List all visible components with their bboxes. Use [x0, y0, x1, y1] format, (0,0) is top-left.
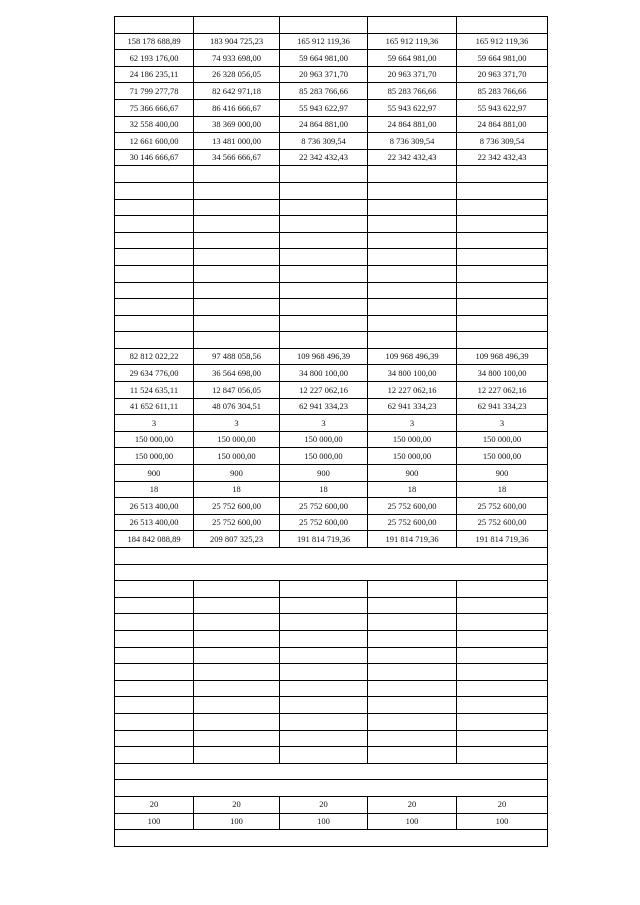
table-cell-col5: [457, 581, 548, 598]
table-cell-col5: 25 752 600,00: [457, 498, 548, 515]
table-cell-col2: 25 752 600,00: [194, 498, 280, 515]
table-cell-col4: 62 941 334,23: [368, 398, 457, 415]
table-cell-col1: [115, 182, 194, 199]
table-cell-col1: 11 524 635,11: [115, 382, 194, 399]
table-row: [115, 299, 548, 316]
table-cell-col3: [280, 216, 368, 233]
table-cell-col3: 165 912 119,36: [280, 33, 368, 50]
table-cell-col1: [115, 630, 194, 647]
table-cell-col3: [280, 680, 368, 697]
table-cell-col5: 900: [457, 465, 548, 482]
table-cell-col5: 20: [457, 796, 548, 813]
table-row: [115, 66, 548, 83]
table-cell-col3: 85 283 766,66: [280, 83, 368, 100]
table-cell-col2: 82 642 971,18: [194, 83, 280, 100]
table-cell-col2: [194, 315, 280, 332]
table-row-merged: [115, 830, 548, 847]
table-cell-col2: [194, 199, 280, 216]
table-cell-col3: [280, 299, 368, 316]
table-cell-col4: [368, 332, 457, 349]
table-cell-col3: [280, 166, 368, 183]
table-cell-col2: 48 076 304,51: [194, 398, 280, 415]
table-cell-col3: [280, 199, 368, 216]
table-cell-col2: [194, 647, 280, 664]
table-cell-col5: 24 864 881,00: [457, 116, 548, 133]
table-cell-col2: [194, 232, 280, 249]
merged-cell: [115, 763, 548, 780]
table-row: [115, 133, 548, 150]
table-cell-col4: [368, 713, 457, 730]
table-cell-col3: 20: [280, 796, 368, 813]
table-cell-col5: [457, 166, 548, 183]
table-cell-col1: [115, 166, 194, 183]
table-cell-col2: 13 481 000,00: [194, 133, 280, 150]
table-cell-col3: [280, 630, 368, 647]
table-cell-col4: 109 968 496,39: [368, 348, 457, 365]
table-cell-col2: [194, 17, 280, 34]
table-cell-col4: [368, 182, 457, 199]
table-cell-col5: [457, 630, 548, 647]
table-row: [115, 398, 548, 415]
table-cell-col5: [457, 299, 548, 316]
table-cell-col5: 191 814 719,36: [457, 531, 548, 548]
table-cell-col5: [457, 249, 548, 266]
table-cell-col4: 150 000,00: [368, 431, 457, 448]
data-table: [114, 16, 548, 847]
table-cell-col1: [115, 282, 194, 299]
table-cell-col2: [194, 332, 280, 349]
table-cell-col2: 900: [194, 465, 280, 482]
table-cell-col4: 25 752 600,00: [368, 514, 457, 531]
table-cell-col4: 165 912 119,36: [368, 33, 457, 50]
table-cell-col2: [194, 747, 280, 764]
table-row: [115, 796, 548, 813]
table-cell-col3: [280, 614, 368, 631]
table-cell-col5: [457, 713, 548, 730]
table-cell-col3: 25 752 600,00: [280, 514, 368, 531]
table-cell-col4: [368, 647, 457, 664]
table-row: [115, 182, 548, 199]
table-cell-col3: 109 968 496,39: [280, 348, 368, 365]
table-cell-col3: 191 814 719,36: [280, 531, 368, 548]
table-row: [115, 415, 548, 432]
table-cell-col2: 150 000,00: [194, 448, 280, 465]
table-row: [115, 481, 548, 498]
table-cell-col4: [368, 249, 457, 266]
table-cell-col3: 20 963 371,70: [280, 66, 368, 83]
table-cell-col5: 12 227 062,16: [457, 382, 548, 399]
table-cell-col2: 18: [194, 481, 280, 498]
table-cell-col2: [194, 697, 280, 714]
table-cell-col3: 62 941 334,23: [280, 398, 368, 415]
table-cell-col2: 38 369 000,00: [194, 116, 280, 133]
table-cell-col1: [115, 713, 194, 730]
table-cell-col4: [368, 315, 457, 332]
table-cell-col3: 25 752 600,00: [280, 498, 368, 515]
table-cell-col5: 150 000,00: [457, 448, 548, 465]
table-cell-col4: 22 342 432,43: [368, 149, 457, 166]
table-cell-col2: [194, 216, 280, 233]
table-cell-col5: 150 000,00: [457, 431, 548, 448]
table-row: [115, 382, 548, 399]
table-cell-col2: [194, 680, 280, 697]
table-cell-col3: [280, 647, 368, 664]
table-cell-col2: 86 416 666,67: [194, 99, 280, 116]
table-cell-col1: 82 812 022,22: [115, 348, 194, 365]
table-cell-col1: 3: [115, 415, 194, 432]
table-cell-col3: 900: [280, 465, 368, 482]
table-cell-col3: 24 864 881,00: [280, 116, 368, 133]
table-cell-col2: [194, 249, 280, 266]
table-cell-col4: [368, 17, 457, 34]
table-row: [115, 747, 548, 764]
table-cell-col5: [457, 730, 548, 747]
table-cell-col3: [280, 597, 368, 614]
table-cell-col2: 209 807 325,23: [194, 531, 280, 548]
document-page: [114, 16, 547, 847]
table-row: [115, 199, 548, 216]
table-cell-col4: [368, 299, 457, 316]
table-cell-col3: 59 664 981,00: [280, 50, 368, 67]
table-cell-col4: 3: [368, 415, 457, 432]
table-cell-col4: 191 814 719,36: [368, 531, 457, 548]
table-cell-col5: 3: [457, 415, 548, 432]
table-cell-col5: 55 943 622,97: [457, 99, 548, 116]
table-cell-col5: 34 800 100,00: [457, 365, 548, 382]
table-row: [115, 680, 548, 697]
table-cell-col3: 150 000,00: [280, 448, 368, 465]
table-cell-col1: 100: [115, 813, 194, 830]
table-cell-col2: 3: [194, 415, 280, 432]
table-cell-col3: [280, 315, 368, 332]
table-cell-col1: 158 178 688,89: [115, 33, 194, 50]
table-row: [115, 33, 548, 50]
table-cell-col5: [457, 232, 548, 249]
table-row: [115, 465, 548, 482]
table-cell-col4: 20: [368, 796, 457, 813]
table-cell-col4: [368, 697, 457, 714]
table-cell-col2: [194, 182, 280, 199]
table-cell-col4: [368, 166, 457, 183]
table-cell-col4: 34 800 100,00: [368, 365, 457, 382]
table-cell-col5: 25 752 600,00: [457, 514, 548, 531]
table-cell-col4: 900: [368, 465, 457, 482]
table-cell-col1: [115, 581, 194, 598]
table-row: [115, 498, 548, 515]
table-body: [115, 17, 548, 847]
table-cell-col5: 109 968 496,39: [457, 348, 548, 365]
table-row: [115, 664, 548, 681]
table-cell-col4: [368, 680, 457, 697]
table-cell-col3: [280, 581, 368, 598]
table-cell-col2: [194, 597, 280, 614]
table-cell-col5: 85 283 766,66: [457, 83, 548, 100]
merged-cell: [115, 548, 548, 565]
table-row: [115, 249, 548, 266]
table-cell-col3: [280, 747, 368, 764]
table-cell-col1: 29 634 776,00: [115, 365, 194, 382]
table-cell-col3: [280, 232, 368, 249]
table-cell-col2: [194, 166, 280, 183]
table-cell-col1: [115, 332, 194, 349]
table-row-merged: [115, 780, 548, 797]
table-row: [115, 365, 548, 382]
table-cell-col4: 20 963 371,70: [368, 66, 457, 83]
table-cell-col1: [115, 315, 194, 332]
table-cell-col3: 100: [280, 813, 368, 830]
table-row: [115, 581, 548, 598]
table-cell-col1: 20: [115, 796, 194, 813]
table-row-merged: [115, 548, 548, 565]
table-cell-col1: 62 193 176,00: [115, 50, 194, 67]
table-cell-col3: [280, 265, 368, 282]
table-cell-col1: [115, 680, 194, 697]
table-cell-col2: [194, 664, 280, 681]
table-cell-col5: [457, 747, 548, 764]
table-cell-col2: [194, 614, 280, 631]
table-row: [115, 116, 548, 133]
table-cell-col5: [457, 597, 548, 614]
table-cell-col3: 55 943 622,97: [280, 99, 368, 116]
table-cell-col5: 22 342 432,43: [457, 149, 548, 166]
table-cell-col1: 75 366 666,67: [115, 99, 194, 116]
table-row: [115, 149, 548, 166]
table-cell-col1: 900: [115, 465, 194, 482]
table-cell-col2: 25 752 600,00: [194, 514, 280, 531]
table-cell-col4: [368, 199, 457, 216]
table-cell-col5: [457, 697, 548, 714]
table-cell-col4: 24 864 881,00: [368, 116, 457, 133]
table-cell-col3: [280, 182, 368, 199]
table-row-merged: [115, 564, 548, 581]
table-cell-col4: 85 283 766,66: [368, 83, 457, 100]
table-cell-col1: 71 799 277,78: [115, 83, 194, 100]
table-row: [115, 332, 548, 349]
table-cell-col1: [115, 664, 194, 681]
table-cell-col4: [368, 282, 457, 299]
table-cell-col4: 150 000,00: [368, 448, 457, 465]
merged-cell: [115, 564, 548, 581]
table-cell-col1: [115, 249, 194, 266]
table-cell-col5: [457, 680, 548, 697]
table-row: [115, 282, 548, 299]
table-cell-col1: 18: [115, 481, 194, 498]
table-cell-col2: [194, 630, 280, 647]
table-cell-col4: [368, 747, 457, 764]
table-cell-col1: [115, 216, 194, 233]
table-cell-col2: [194, 282, 280, 299]
table-row: [115, 597, 548, 614]
table-cell-col3: [280, 697, 368, 714]
table-cell-col5: [457, 199, 548, 216]
table-cell-col1: 150 000,00: [115, 431, 194, 448]
table-row: [115, 713, 548, 730]
table-cell-col1: [115, 614, 194, 631]
table-cell-col1: 41 652 611,11: [115, 398, 194, 415]
table-cell-col1: [115, 199, 194, 216]
table-cell-col1: 26 513 400,00: [115, 514, 194, 531]
table-cell-col5: 165 912 119,36: [457, 33, 548, 50]
table-cell-col5: [457, 332, 548, 349]
table-row: [115, 431, 548, 448]
table-cell-col4: [368, 630, 457, 647]
table-cell-col1: [115, 265, 194, 282]
table-cell-col4: 100: [368, 813, 457, 830]
table-cell-col5: [457, 664, 548, 681]
table-cell-col1: 30 146 666,67: [115, 149, 194, 166]
table-row: [115, 730, 548, 747]
merged-cell: [115, 780, 548, 797]
table-cell-col5: 20 963 371,70: [457, 66, 548, 83]
table-cell-col3: 18: [280, 481, 368, 498]
table-cell-col5: 59 664 981,00: [457, 50, 548, 67]
table-cell-col2: [194, 581, 280, 598]
table-cell-col2: 100: [194, 813, 280, 830]
table-cell-col1: 24 186 235,11: [115, 66, 194, 83]
table-cell-col1: [115, 647, 194, 664]
table-cell-col4: [368, 730, 457, 747]
table-cell-col4: 18: [368, 481, 457, 498]
table-row: [115, 17, 548, 34]
table-cell-col2: 20: [194, 796, 280, 813]
table-cell-col1: 150 000,00: [115, 448, 194, 465]
table-cell-col2: [194, 299, 280, 316]
table-cell-col1: [115, 730, 194, 747]
table-cell-col2: [194, 265, 280, 282]
table-cell-col5: [457, 282, 548, 299]
table-row: [115, 514, 548, 531]
table-cell-col2: 26 328 056,05: [194, 66, 280, 83]
merged-cell: [115, 830, 548, 847]
table-cell-col2: 34 566 666,67: [194, 149, 280, 166]
table-row: [115, 232, 548, 249]
table-cell-col3: [280, 17, 368, 34]
table-cell-col4: [368, 614, 457, 631]
table-cell-col2: 12 847 056,05: [194, 382, 280, 399]
table-cell-col5: [457, 265, 548, 282]
table-cell-col1: [115, 17, 194, 34]
table-cell-col4: [368, 265, 457, 282]
table-cell-col2: 183 904 725,23: [194, 33, 280, 50]
table-cell-col5: 18: [457, 481, 548, 498]
table-cell-col4: [368, 232, 457, 249]
table-cell-col1: [115, 597, 194, 614]
table-row: [115, 647, 548, 664]
table-cell-col3: [280, 282, 368, 299]
table-cell-col2: 97 488 058,56: [194, 348, 280, 365]
table-row: [115, 697, 548, 714]
table-row: [115, 531, 548, 548]
table-cell-col5: 62 941 334,23: [457, 398, 548, 415]
table-cell-col4: 8 736 309,54: [368, 133, 457, 150]
table-row: [115, 630, 548, 647]
table-cell-col5: 8 736 309,54: [457, 133, 548, 150]
table-cell-col4: [368, 581, 457, 598]
table-row: [115, 166, 548, 183]
table-row: [115, 614, 548, 631]
table-cell-col4: 59 664 981,00: [368, 50, 457, 67]
table-cell-col3: 34 800 100,00: [280, 365, 368, 382]
table-cell-col1: 32 558 400,00: [115, 116, 194, 133]
table-cell-col3: [280, 332, 368, 349]
table-row-merged: [115, 763, 548, 780]
table-cell-col1: [115, 697, 194, 714]
table-cell-col4: [368, 216, 457, 233]
table-cell-col5: [457, 614, 548, 631]
table-cell-col3: [280, 713, 368, 730]
table-cell-col1: [115, 747, 194, 764]
table-cell-col1: [115, 232, 194, 249]
table-row: [115, 813, 548, 830]
table-cell-col5: [457, 17, 548, 34]
table-cell-col3: [280, 249, 368, 266]
table-cell-col3: 8 736 309,54: [280, 133, 368, 150]
table-cell-col3: 3: [280, 415, 368, 432]
table-row: [115, 448, 548, 465]
table-cell-col1: 26 513 400,00: [115, 498, 194, 515]
table-cell-col2: [194, 730, 280, 747]
table-cell-col3: 12 227 062,16: [280, 382, 368, 399]
table-row: [115, 265, 548, 282]
table-cell-col4: [368, 597, 457, 614]
table-cell-col4: [368, 664, 457, 681]
table-cell-col3: [280, 730, 368, 747]
table-cell-col1: 184 842 088,89: [115, 531, 194, 548]
table-cell-col1: [115, 299, 194, 316]
table-row: [115, 216, 548, 233]
table-cell-col3: 150 000,00: [280, 431, 368, 448]
table-cell-col2: 150 000,00: [194, 431, 280, 448]
table-cell-col5: [457, 182, 548, 199]
table-cell-col4: 12 227 062,16: [368, 382, 457, 399]
table-row: [115, 83, 548, 100]
table-cell-col5: [457, 647, 548, 664]
table-cell-col3: 22 342 432,43: [280, 149, 368, 166]
table-cell-col2: 74 933 698,00: [194, 50, 280, 67]
table-cell-col2: 36 564 698,00: [194, 365, 280, 382]
table-row: [115, 348, 548, 365]
table-row: [115, 99, 548, 116]
table-cell-col1: 12 661 600,00: [115, 133, 194, 150]
table-cell-col5: [457, 315, 548, 332]
table-cell-col5: 100: [457, 813, 548, 830]
table-cell-col2: [194, 713, 280, 730]
table-cell-col4: 25 752 600,00: [368, 498, 457, 515]
table-row: [115, 50, 548, 67]
table-cell-col5: [457, 216, 548, 233]
table-cell-col4: 55 943 622,97: [368, 99, 457, 116]
table-cell-col3: [280, 664, 368, 681]
table-row: [115, 315, 548, 332]
